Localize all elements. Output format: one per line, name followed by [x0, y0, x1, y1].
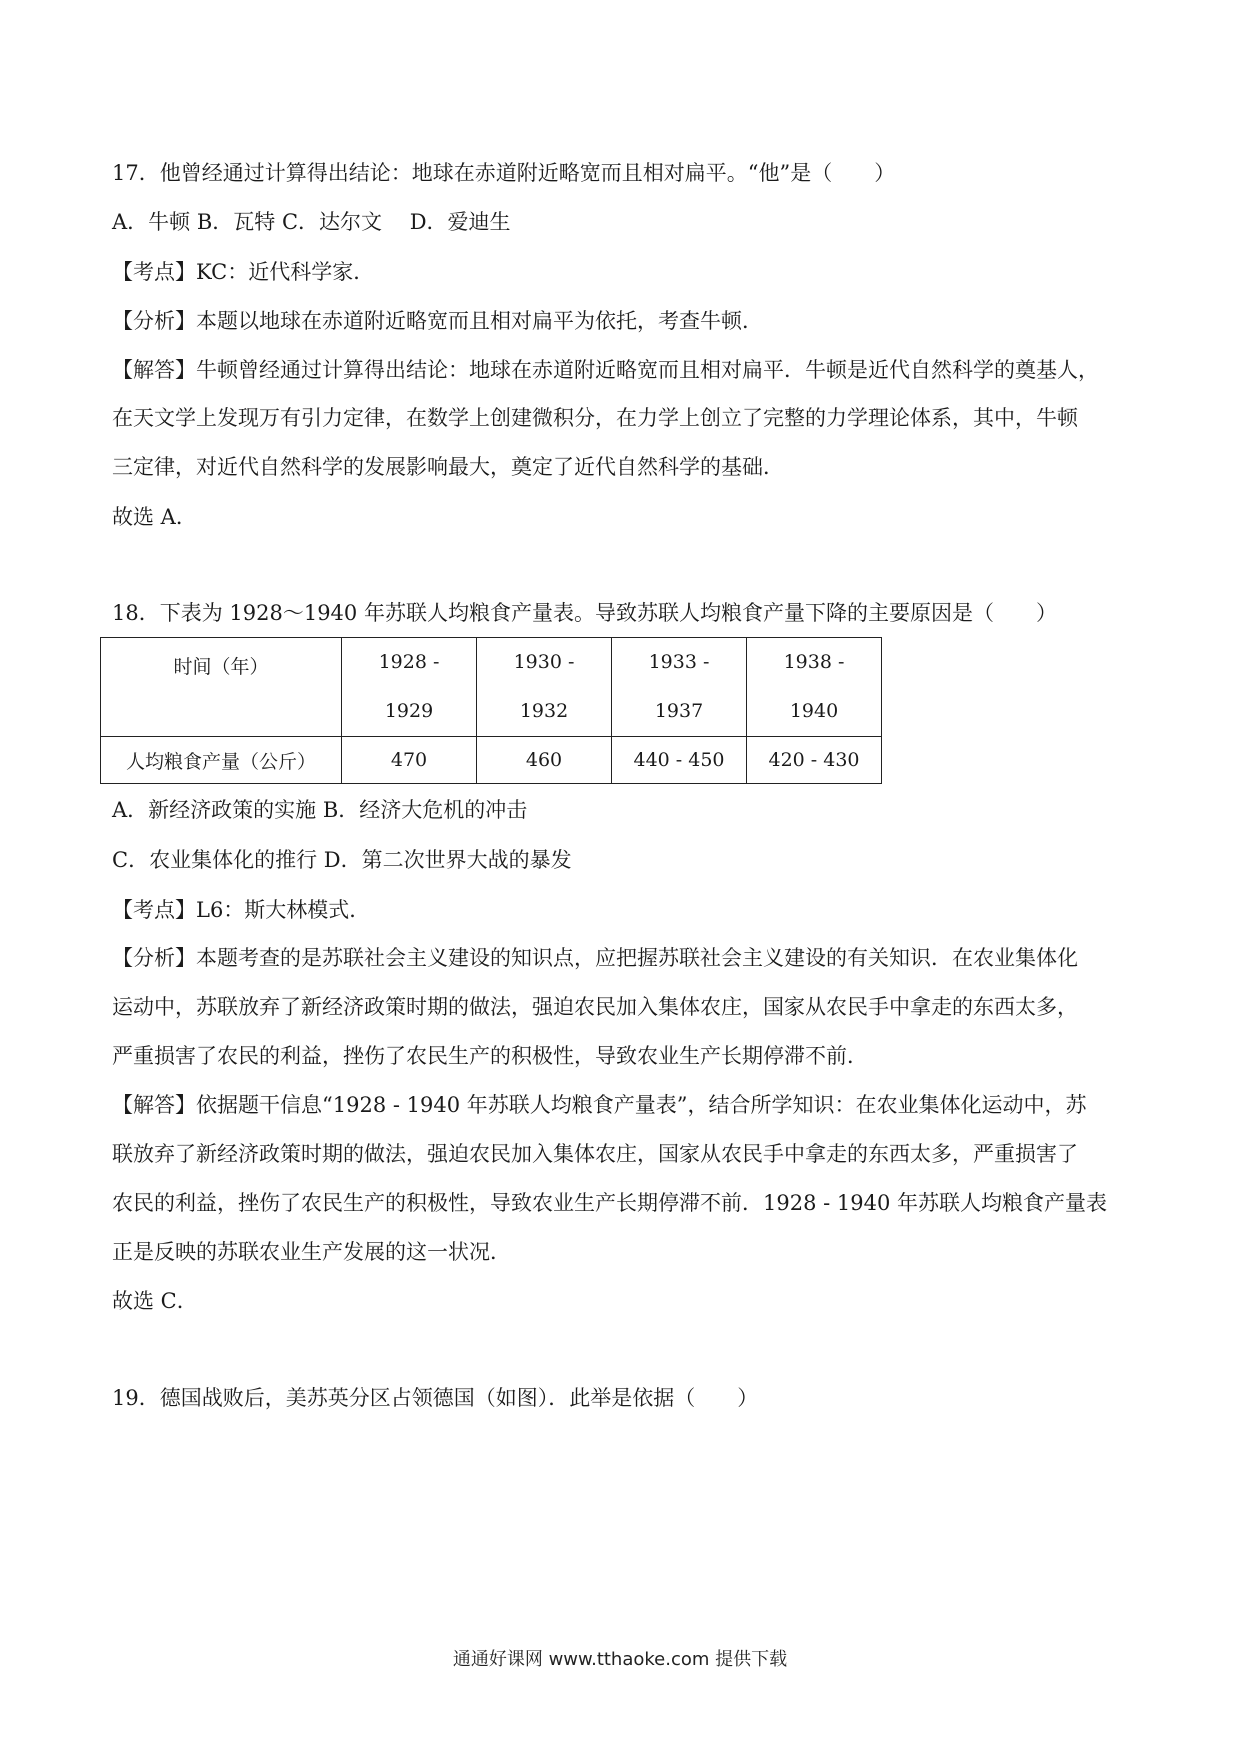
q18-options-line-1: A．新经济政策的实施 B．经济大危机的冲击	[112, 798, 528, 822]
table-value-cell: 460	[477, 737, 612, 784]
table-value-cell: 420 - 430	[747, 737, 882, 784]
table-header-label: 时间（年）	[173, 655, 269, 678]
q17-stem: 17．他曾经通过计算得出结论：地球在赤道附近略宽而且相对扁平。“他”是（ ）	[112, 161, 896, 185]
q18-jieda-line-2: 联放弃了新经济政策时期的做法，强迫农民加入集体农庄，国家从农民手中拿走的东西太多，严重损害了	[112, 1142, 1078, 1166]
q18-kaodian: 【考点】L6：斯大林模式．	[112, 898, 371, 922]
table-value-cell: 440 - 450	[612, 737, 747, 784]
q18-jieda-line-4: 正是反映的苏联农业生产发展的这一状况．	[112, 1240, 511, 1264]
period-end: 1940	[789, 700, 839, 722]
table-period-cell	[342, 638, 477, 737]
q18-jieda-line-1: 【解答】依据题干信息“1928 - 1940 年苏联人均粮食产量表”，结合所学知识：在农业集体化运动中，苏	[112, 1093, 1087, 1117]
q18-fenxi-line-2: 运动中，苏联放弃了新经济政策时期的做法，强迫农民加入集体农庄，国家从农民手中拿走的东西太多，	[112, 995, 1078, 1019]
q18-answer: 故选 C．	[112, 1289, 198, 1313]
q18-fenxi-line-1: 【分析】本题考查的是苏联社会主义建设的知识点，应把握苏联社会主义建设的有关知识．在农业集体化	[112, 946, 1078, 970]
table-period-cell	[612, 638, 747, 737]
q18-fenxi-line-3: 严重损害了农民的利益，挫伤了农民生产的积极性，导致农业生产长期停滞不前．	[112, 1044, 868, 1068]
q18-options-line-2: C．农业集体化的推行 D．第二次世界大战的暴发	[112, 848, 572, 872]
q18-stem: 18．下表为 1928～1940 年苏联人均粮食产量表。导致苏联人均粮食产量下降的主要原因是（ ）	[112, 601, 1057, 625]
q19-stem: 19．德国战败后，美苏英分区占领德国（如图）．此举是依据（ ）	[112, 1386, 759, 1410]
q17-jieda-line-2: 在天文学上发现万有引力定律，在数学上创建微积分，在力学上创立了完整的力学理论体系，其中，牛顿	[112, 406, 1078, 430]
q17-answer: 故选 A．	[112, 505, 197, 529]
table-row-label: 人均粮食产量（公斤）	[101, 737, 342, 784]
table-period-cell	[477, 638, 612, 737]
table-period-cell	[747, 638, 882, 737]
q17-kaodian: 【考点】KC：近代科学家．	[112, 260, 375, 284]
q17-jieda-line-3: 三定律，对近代自然科学的发展影响最大，奠定了近代自然科学的基础．	[112, 455, 784, 479]
grain-output-table	[100, 637, 882, 784]
period-start: 1930 -	[513, 651, 575, 673]
period-end: 1932	[519, 700, 569, 722]
table-header-label-cell	[101, 638, 342, 737]
period-start: 1938 -	[783, 651, 845, 673]
q17-jieda-line-1: 【解答】牛顿曾经通过计算得出结论：地球在赤道附近略宽而且相对扁平．牛顿是近代自然科学的奠基人，	[112, 358, 1099, 382]
period-start: 1933 -	[648, 651, 710, 673]
q18-jieda-line-3: 农民的利益，挫伤了农民生产的积极性，导致农业生产长期停滞不前．1928 - 1940 年苏联人均粮食产量表	[112, 1191, 1108, 1215]
period-end: 1937	[654, 700, 704, 722]
period-end: 1929	[384, 700, 434, 722]
table-header-row	[101, 638, 882, 737]
page-footer: 通通好课网 www.tthaoke.com 提供下载	[452, 1649, 788, 1670]
table-row	[101, 737, 882, 784]
period-start: 1928 -	[378, 651, 440, 673]
table-value-cell: 470	[342, 737, 477, 784]
q17-options: A．牛顿 B．瓦特 C．达尔文 D．爱迪生	[112, 210, 511, 234]
q17-fenxi: 【分析】本题以地球在赤道附近略宽而且相对扁平为依托，考查牛顿．	[112, 309, 763, 333]
